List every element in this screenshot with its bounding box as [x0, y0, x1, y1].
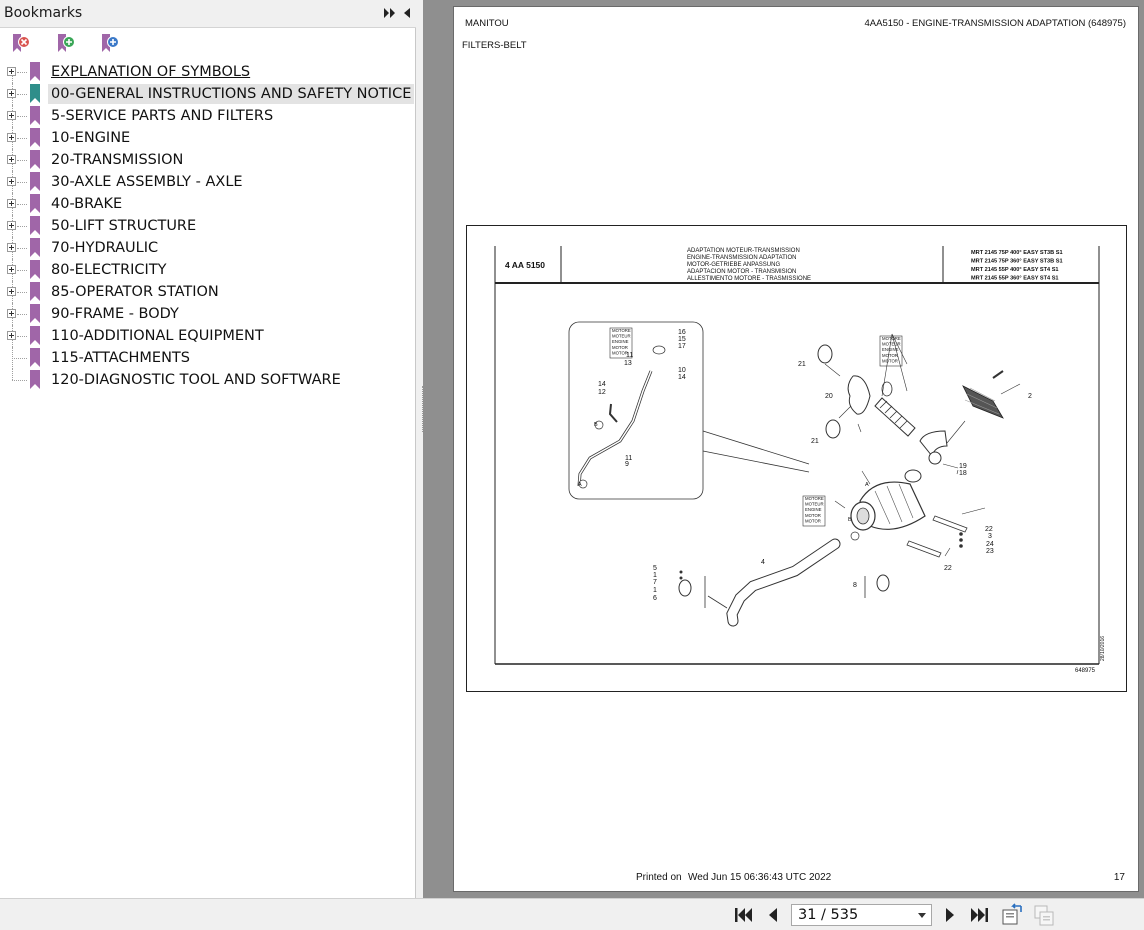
drawing-model-line: MRT 2145 75P 360° EASY ST3B S1	[971, 258, 1063, 265]
tree-connector	[17, 116, 27, 117]
callout-label: 14	[678, 374, 686, 381]
callout-label: 7	[653, 579, 657, 586]
drawing-model-line: MRT 2145 75P 400° EASY ST3B S1	[971, 250, 1063, 256]
bookmark-item[interactable]	[0, 303, 416, 325]
tree-connector	[17, 314, 27, 315]
page-brand: MANITOU	[465, 18, 509, 29]
motor-label-line: ENGINE	[612, 339, 629, 345]
drawing-code: 4 AA 5150	[505, 260, 546, 270]
add-bookmark-button[interactable]	[55, 32, 79, 56]
drawing-model-line: MRT 2145 55P 400° EASY ST4 S1	[971, 267, 1059, 273]
next-page-icon	[940, 906, 960, 924]
drawing-ref: 648975	[1075, 668, 1096, 674]
delete-bookmark-button[interactable]	[10, 32, 34, 56]
drawing-title-line: ADAPTATION MOTEUR-TRANSMISSION	[687, 248, 800, 254]
expand-plus-icon[interactable]	[7, 265, 16, 274]
printed-date: Wed Jun 15 06:36:43 UTC 2022	[688, 872, 832, 883]
bookmark-item[interactable]	[0, 61, 416, 83]
bookmark-icon	[29, 370, 41, 390]
callout-label: B	[848, 517, 852, 523]
expand-plus-icon[interactable]	[7, 309, 16, 318]
callout-label: 9	[625, 461, 629, 468]
drawing-title-line: ADAPTACION MOTOR - TRANSMISION	[687, 269, 797, 275]
bookmark-item[interactable]	[0, 215, 416, 237]
motor-label-line: MOTOR	[805, 512, 821, 518]
callout-label: B	[594, 422, 598, 428]
callout-label: 13	[624, 360, 632, 367]
bookmark-label: 90-FRAME - BODY	[51, 306, 179, 322]
bookmark-label: 40-BRAKE	[51, 196, 123, 212]
tree-connector	[12, 358, 27, 359]
expand-plus-icon[interactable]	[7, 177, 16, 186]
bookmark-icon	[29, 326, 41, 346]
pdf-page	[453, 6, 1139, 892]
motor-label-line: MOTOR	[882, 352, 898, 358]
bookmark-item[interactable]	[0, 193, 416, 215]
expand-plus-icon[interactable]	[7, 199, 16, 208]
bookmark-item[interactable]	[0, 127, 416, 149]
callout-label: 18	[959, 470, 967, 477]
bookmark-item[interactable]	[0, 325, 416, 347]
bookmark-item[interactable]	[0, 83, 416, 105]
tree-connector	[17, 336, 27, 337]
bookmark-label: 120-DIAGNOSTIC TOOL AND SOFTWARE	[51, 372, 341, 388]
tree-connector	[17, 182, 27, 183]
tree-connector	[17, 160, 27, 161]
bookmark-label: 80-ELECTRICITY	[51, 262, 167, 278]
expand-plus-icon[interactable]	[7, 133, 16, 142]
first-page-icon	[733, 906, 753, 924]
add-bookmark-icon	[55, 32, 79, 56]
previous-page-icon	[763, 906, 783, 924]
bookmarks-panel-header	[0, 0, 416, 28]
bookmarks-toolbar	[0, 29, 416, 59]
callout-label: 1	[653, 587, 657, 594]
bookmark-label: 85-OPERATOR STATION	[51, 284, 219, 300]
expand-plus-icon[interactable]	[7, 155, 16, 164]
bookmark-tree	[0, 61, 416, 391]
add-child-bookmark-icon	[99, 32, 123, 56]
bookmark-item[interactable]	[0, 171, 416, 193]
callout-label: 23	[986, 548, 994, 555]
first-page-button[interactable]	[733, 906, 753, 924]
go-forward-view-button[interactable]	[1033, 904, 1055, 926]
tree-connector	[12, 380, 27, 381]
tree-connector	[17, 94, 27, 95]
callout-label: 2	[1028, 393, 1032, 400]
callout-label: A	[578, 482, 582, 488]
callout-label: 22	[944, 565, 952, 572]
page-select-dropdown[interactable]	[791, 904, 932, 926]
motor-label-line: MOTOR	[805, 518, 821, 524]
parts-drawing	[466, 225, 1127, 692]
expand-plus-icon[interactable]	[7, 89, 16, 98]
motor-label-line: ENGINE	[805, 507, 822, 513]
bookmarks-panel-title: Bookmarks	[4, 5, 83, 21]
bookmark-label: 115-ATTACHMENTS	[51, 350, 190, 366]
printed-label: Printed on	[636, 872, 682, 883]
callout-label: 11	[626, 352, 634, 359]
bookmark-icon	[29, 216, 41, 236]
bookmark-icon	[29, 194, 41, 214]
motor-label-line: MOTORE	[882, 336, 901, 341]
expand-plus-icon[interactable]	[7, 287, 16, 296]
bookmark-label: 00-GENERAL INSTRUCTIONS AND SAFETY NOTICE	[48, 84, 414, 104]
last-page-button[interactable]	[970, 906, 990, 924]
callout-label: 20	[825, 393, 833, 400]
back-view-icon	[1001, 904, 1023, 926]
go-back-view-button[interactable]	[1001, 904, 1023, 926]
motor-label-line: MOTOR	[882, 358, 898, 364]
motor-label-line: MOTOR	[612, 344, 628, 350]
callout-label: 16	[678, 329, 686, 336]
add-child-bookmark-button[interactable]	[99, 32, 123, 56]
bookmark-item[interactable]	[0, 259, 416, 281]
tree-connector	[17, 204, 27, 205]
drawing-date: 28/10/2016	[1100, 635, 1106, 661]
next-page-button[interactable]	[940, 906, 960, 924]
tree-connector	[12, 369, 13, 380]
collapse-panel-icon[interactable]	[400, 6, 414, 20]
bookmark-item[interactable]	[0, 237, 416, 259]
callout-label: 21	[811, 438, 819, 445]
drawing-title-line: MOTOR-GETRIEBE ANPASSUNG	[687, 262, 781, 268]
previous-page-button[interactable]	[763, 906, 783, 924]
bookmark-icon	[29, 128, 41, 148]
bookmark-item[interactable]	[0, 369, 416, 391]
forward-view-icon	[1033, 904, 1055, 926]
callout-label: 6	[653, 595, 657, 602]
bookmark-item[interactable]	[0, 149, 416, 171]
expand-panel-icon[interactable]	[383, 6, 397, 20]
motor-label-line: MOTORE	[612, 328, 631, 333]
callout-label: 24	[986, 541, 994, 548]
bookmark-label: 50-LIFT STRUCTURE	[51, 218, 197, 234]
motor-label-line: MOTORE	[805, 496, 824, 501]
tree-connector	[17, 248, 27, 249]
motor-label-line: MOTEUR	[882, 341, 901, 347]
drawing-title-line: ALLESTIMENTO MOTORE - TRASMISSIONE	[687, 276, 812, 282]
callout-label: 5	[653, 565, 657, 572]
expand-plus-icon[interactable]	[7, 67, 16, 76]
bookmark-icon	[29, 238, 41, 258]
callout-label: 12	[598, 389, 606, 396]
drawing-model-line: MRT 2145 55P 360° EASY ST4 S1	[971, 275, 1059, 282]
callout-label: 17	[678, 343, 686, 350]
callout-label: 21	[798, 361, 806, 368]
motor-label-line: MOTEUR	[805, 501, 824, 507]
bookmark-item[interactable]	[0, 105, 416, 127]
bookmark-item[interactable]	[0, 347, 416, 369]
callout-label: 14	[598, 381, 606, 388]
bookmark-icon	[29, 348, 41, 368]
bookmark-icon	[29, 106, 41, 126]
bookmark-icon	[29, 304, 41, 324]
motor-label-line: MOTOR	[612, 350, 628, 356]
callout-label: 4	[761, 559, 765, 566]
callout-label: A	[865, 482, 869, 488]
callout-label: 8	[853, 582, 857, 589]
bookmark-label: 5-SERVICE PARTS AND FILTERS	[51, 108, 274, 124]
callout-label: 15	[678, 336, 686, 343]
drawing-sheet	[495, 246, 1106, 674]
bookmark-label: 20-TRANSMISSION	[51, 152, 184, 168]
document-viewer[interactable]	[423, 0, 1144, 898]
expand-plus-icon[interactable]	[7, 111, 16, 120]
bookmark-label: 110-ADDITIONAL EQUIPMENT	[51, 328, 264, 344]
bookmark-label: 30-AXLE ASSEMBLY - AXLE	[51, 174, 243, 190]
bookmarks-panel	[0, 0, 416, 898]
bookmark-icon	[29, 62, 41, 82]
expand-plus-icon[interactable]	[7, 243, 16, 252]
bookmark-icon	[29, 172, 41, 192]
callout-label: 3	[988, 533, 992, 540]
callout-label: 10	[678, 367, 686, 374]
tree-connector	[17, 226, 27, 227]
expand-plus-icon[interactable]	[7, 331, 16, 340]
callout-label: 11	[625, 455, 633, 462]
expand-plus-icon[interactable]	[7, 221, 16, 230]
page-header-title: 4AA5150 - ENGINE-TRANSMISSION ADAPTATION (648975)	[864, 18, 1126, 29]
exploded-view-diagram	[495, 246, 1106, 674]
callout-label: 19	[959, 463, 967, 470]
last-page-icon	[970, 906, 990, 924]
bookmark-item[interactable]	[0, 281, 416, 303]
bookmark-label: 70-HYDRAULIC	[51, 240, 159, 256]
motor-label-line: MOTEUR	[612, 333, 631, 339]
page-indicator: 31 / 535	[798, 907, 859, 923]
delete-bookmark-icon	[10, 32, 34, 56]
callout-label: 22	[985, 526, 993, 533]
bookmark-icon	[29, 150, 41, 170]
tree-connector	[17, 138, 27, 139]
motor-label-line: ENGINE	[882, 347, 899, 353]
bookmark-icon	[29, 260, 41, 280]
bookmark-label: EXPLANATION OF SYMBOLS	[51, 64, 251, 80]
tree-connector	[17, 270, 27, 271]
drawing-title-line: ENGINE-TRANSMISSION ADAPTATION	[687, 255, 797, 261]
callout-label: 1	[653, 572, 657, 579]
tree-connector	[17, 292, 27, 293]
tree-connector	[17, 72, 27, 73]
bookmark-icon	[29, 84, 41, 104]
page-subtitle: FILTERS-BELT	[462, 40, 527, 51]
page-number: 17	[1113, 872, 1125, 883]
bookmark-label: 10-ENGINE	[51, 130, 131, 146]
bookmark-icon	[29, 282, 41, 302]
chevron-down-icon	[918, 913, 926, 918]
